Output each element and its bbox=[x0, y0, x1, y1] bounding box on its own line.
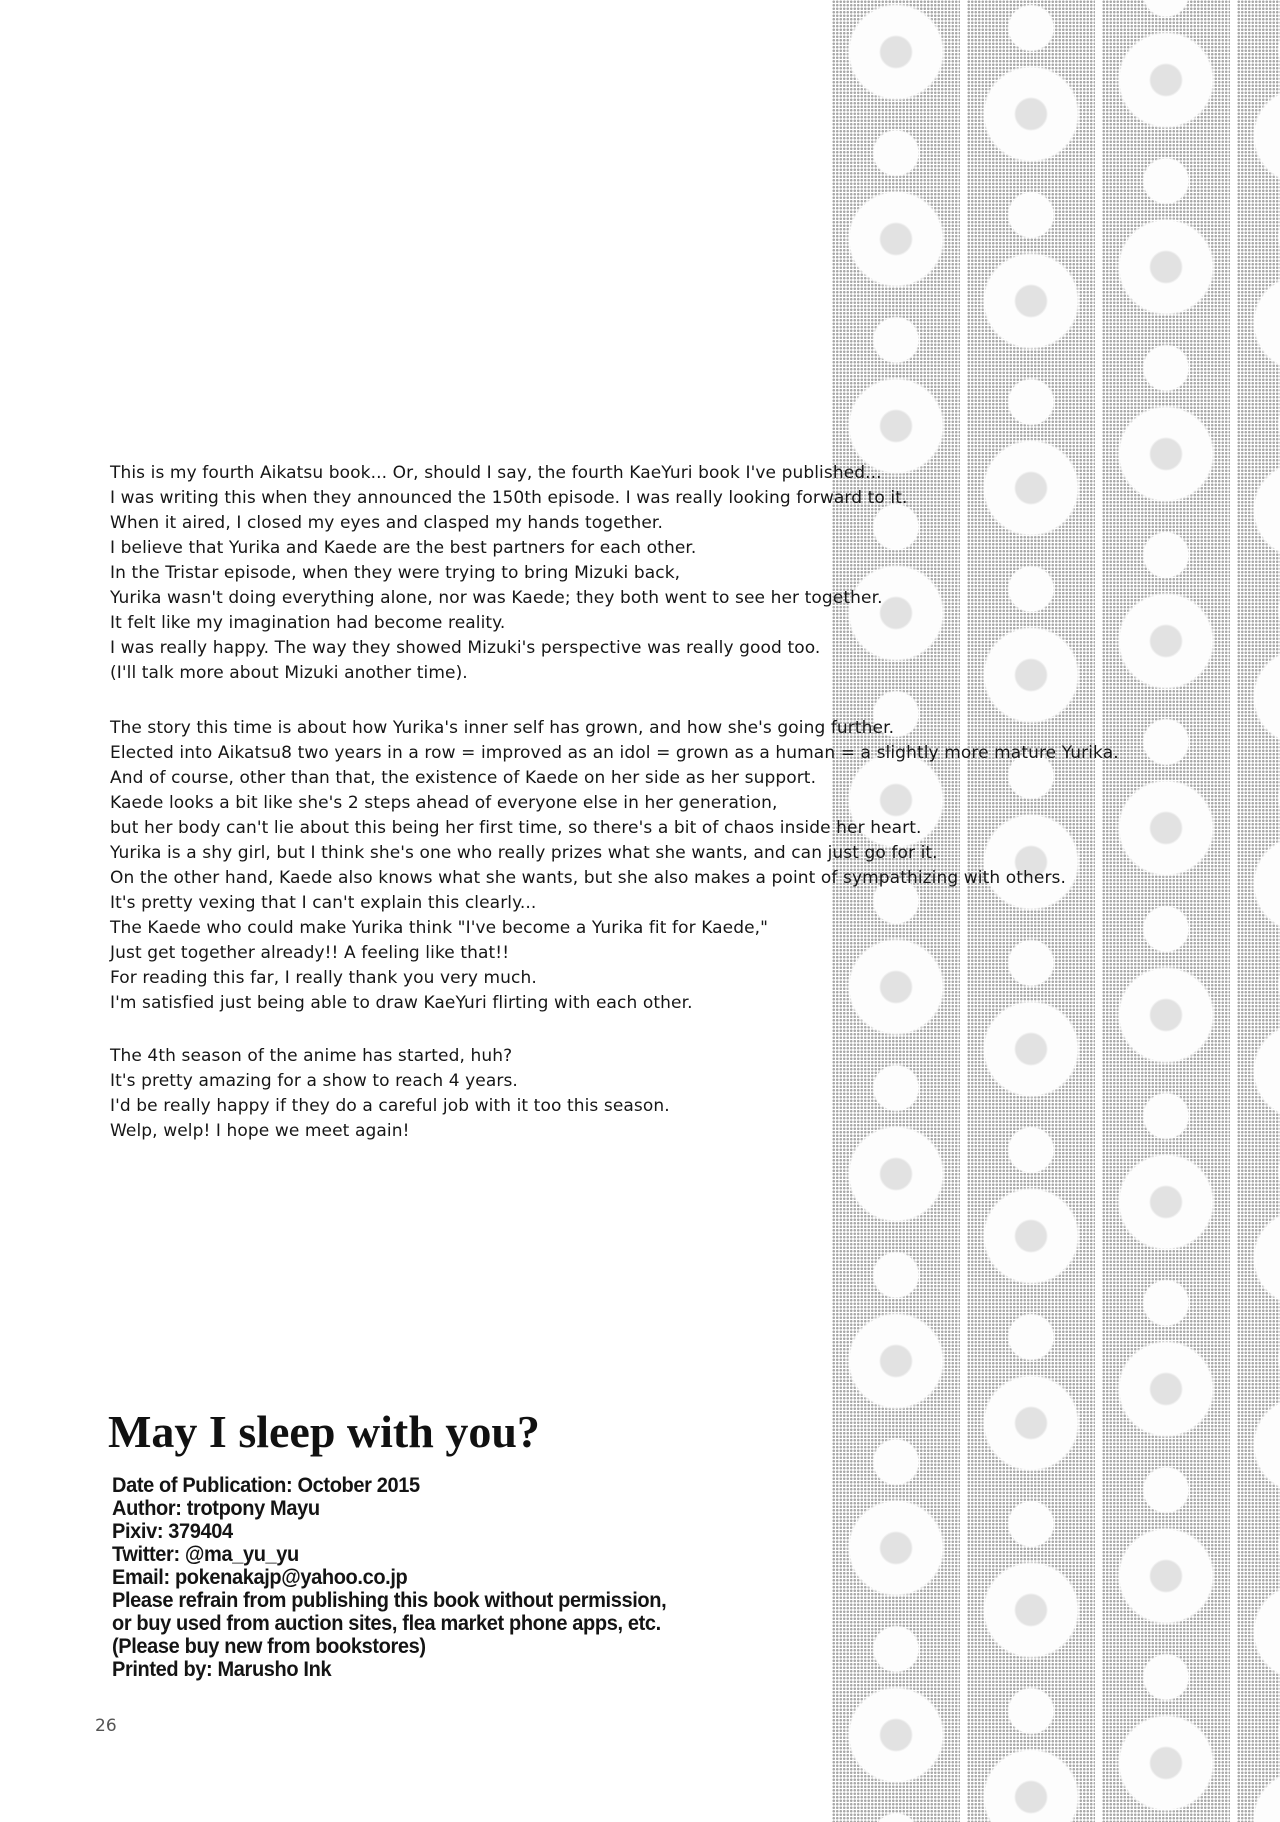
afterword-line: It's pretty vexing that I can't explain this clearly... bbox=[110, 893, 537, 913]
colophon-block bbox=[112, 1474, 708, 1681]
afterword-line: And of course, other than that, the existence of Kaede on her side as her support. bbox=[110, 768, 817, 788]
afterword-line: I believe that Yurika and Kaede are the best partners for each other. bbox=[110, 538, 697, 558]
afterword-line: I was really happy. The way they showed Mizuki's perspective was really good too. bbox=[110, 638, 821, 658]
afterword-line: The 4th season of the anime has started, huh? bbox=[110, 1046, 513, 1066]
author: Author: trotpony Mayu bbox=[112, 1496, 320, 1520]
afterword-line: On the other hand, Kaede also knows what she wants, but she also makes a point of sympathizing with others. bbox=[110, 868, 1066, 888]
lace-band bbox=[1237, 0, 1280, 1822]
afterword-line: but her body can't lie about this being her first time, so there's a bit of chaos inside her heart. bbox=[110, 818, 922, 838]
afterword-line: I was writing this when they announced the 150th episode. I was really looking forward to it. bbox=[110, 488, 908, 508]
twitter-handle: Twitter: @ma_yu_yu bbox=[112, 1542, 299, 1566]
afterword-line: This is my fourth Aikatsu book... Or, should I say, the fourth KaeYuri book I've published... bbox=[110, 463, 882, 483]
afterword-line: It felt like my imagination had become reality. bbox=[110, 613, 506, 633]
page-number: 26 bbox=[95, 1716, 117, 1736]
permission-notice: (Please buy new from bookstores) bbox=[112, 1634, 426, 1658]
pixiv-id: Pixiv: 379404 bbox=[112, 1519, 233, 1543]
afterword-paragraph-2 bbox=[110, 716, 1119, 1016]
afterword-line: I'm satisfied just being able to draw KaeYuri flirting with each other. bbox=[110, 993, 693, 1013]
afterword-line: Welp, welp! I hope we meet again! bbox=[110, 1121, 410, 1141]
afterword-line: The Kaede who could make Yurika think "I've become a Yurika fit for Kaede," bbox=[110, 918, 769, 938]
permission-notice: Please refrain from publishing this book without permission, bbox=[112, 1588, 667, 1612]
afterword-line: In the Tristar episode, when they were trying to bring Mizuki back, bbox=[110, 563, 681, 583]
afterword-line: It's pretty amazing for a show to reach 4 years. bbox=[110, 1071, 518, 1091]
book-title: May I sleep with you? bbox=[108, 1406, 540, 1457]
afterword-line: Elected into Aikatsu8 two years in a row = improved as an idol = grown as a human = a slightly more mature Yurika. bbox=[110, 743, 1119, 763]
afterword-line: (I'll talk more about Mizuki another time). bbox=[110, 663, 468, 683]
afterword-line: I'd be really happy if they do a careful job with it too this season. bbox=[110, 1096, 670, 1116]
afterword-line: For reading this far, I really thank you very much. bbox=[110, 968, 537, 988]
publication-date: Date of Publication: October 2015 bbox=[112, 1473, 420, 1497]
afterword-line: The story this time is about how Yurika's inner self has grown, and how she's going further. bbox=[110, 718, 895, 738]
afterword-paragraph-3 bbox=[110, 1044, 670, 1144]
afterword-line: When it aired, I closed my eyes and clasped my hands together. bbox=[110, 513, 663, 533]
afterword-line: Yurika wasn't doing everything alone, nor was Kaede; they both went to see her together. bbox=[110, 588, 883, 608]
afterword-paragraph-1 bbox=[110, 461, 907, 686]
email: Email: pokenakajp@yahoo.co.jp bbox=[112, 1565, 408, 1589]
afterword-line: Kaede looks a bit like she's 2 steps ahead of everyone else in her generation, bbox=[110, 793, 778, 813]
lace-band bbox=[1102, 0, 1230, 1822]
printer: Printed by: Marusho Ink bbox=[112, 1657, 332, 1681]
afterword-line: Yurika is a shy girl, but I think she's one who really prizes what she wants, and can just go for it. bbox=[110, 843, 938, 863]
permission-notice: or buy used from auction sites, flea market phone apps, etc. bbox=[112, 1611, 661, 1635]
afterword-line: Just get together already!! A feeling like that!! bbox=[110, 943, 510, 963]
